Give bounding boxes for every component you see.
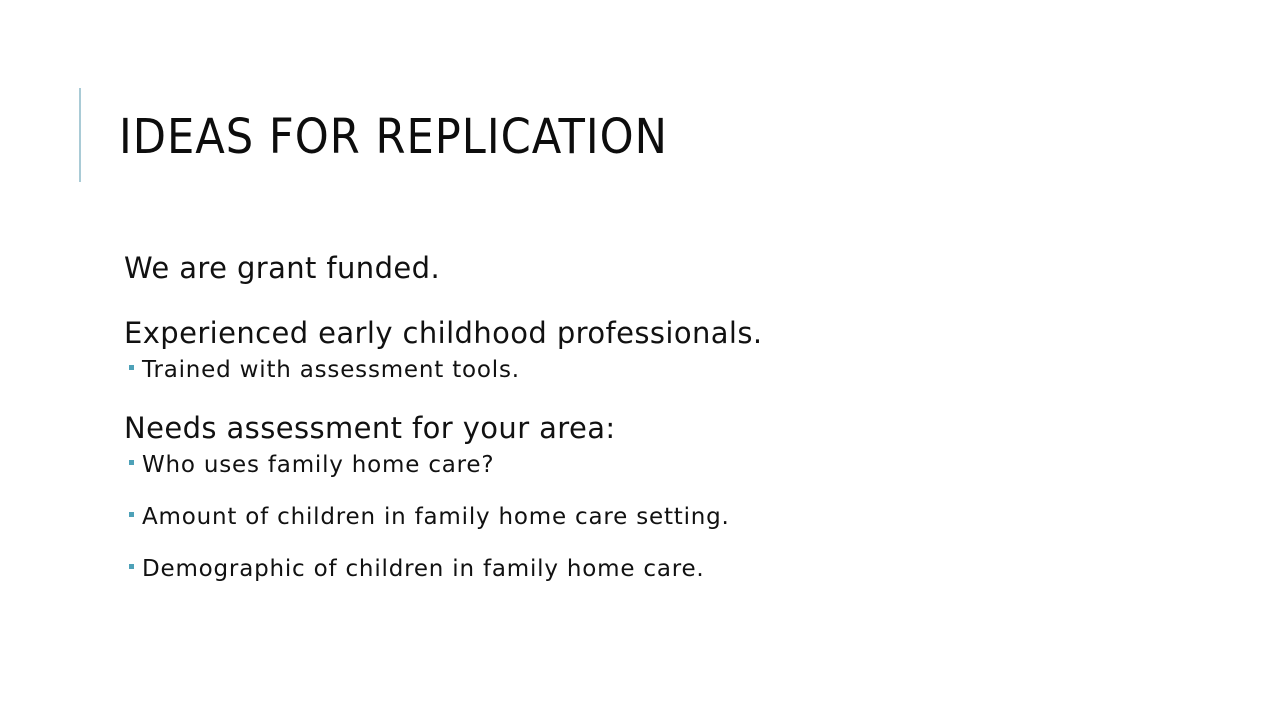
square-bullet-icon [129, 365, 134, 370]
slide-title: IDEAS FOR REPLICATION [119, 109, 668, 165]
bullet-point-experienced-professionals: Experienced early childhood professionals. [124, 316, 763, 350]
square-bullet-icon [129, 460, 134, 465]
sub-bullet-text: Trained with assessment tools. [142, 357, 520, 383]
sub-bullet-text: Demographic of children in family home care. [142, 556, 705, 582]
sub-bullet-item [124, 450, 1144, 480]
sub-bullet-text: Who uses family home care? [142, 452, 495, 478]
bullet-point-grant-funded: We are grant funded. [124, 251, 441, 285]
sub-bullet-item [124, 502, 1144, 532]
square-bullet-icon [129, 512, 134, 517]
sub-bullet-text: Amount of children in family home care setting. [142, 504, 730, 530]
title-accent-bar [79, 88, 81, 182]
square-bullet-icon [129, 564, 134, 569]
bullet-point-needs-assessment: Needs assessment for your area: [124, 411, 616, 445]
slide-body [124, 246, 1144, 584]
sub-bullet-item [124, 355, 1144, 385]
sub-bullet-item [124, 554, 1144, 584]
